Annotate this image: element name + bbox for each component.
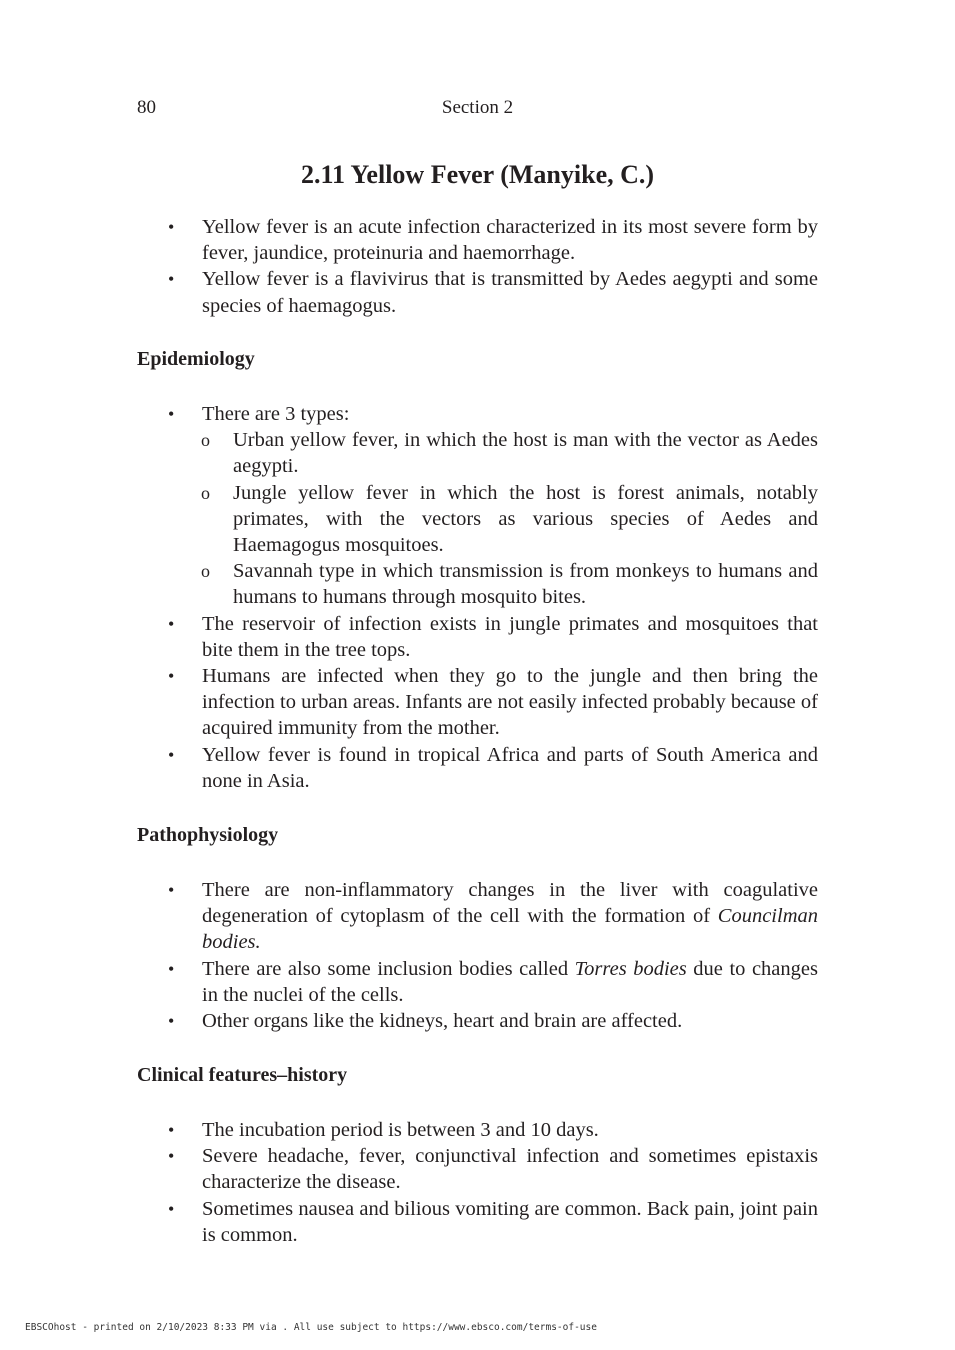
list-item: • Yellow fever is an acute infection characterized in its most severe form by fever, jaundice, proteinuria and haemorrhage. — [168, 216, 818, 265]
list-item: • Sometimes nausea and bilious vomiting are common. Back pain, joint pain is common. — [168, 1197, 818, 1246]
bullet-icon: • — [168, 666, 175, 687]
list-item: • The incubation period is between 3 and 10 days. — [137, 1117, 818, 1143]
pathophysiology-content — [137, 877, 818, 1034]
epidemiology-list — [137, 401, 818, 794]
footer-note: EBSCOhost - printed on 2/10/2023 8:33 PM via . All use subject to https://www.ebsco.com/terms-of-use — [25, 1322, 597, 1333]
italic-term: Torres bodies — [574, 957, 687, 980]
bullet-icon: • — [168, 880, 175, 900]
pathophysiology-list — [137, 877, 818, 1034]
sub-list-item: o Jungle yellow fever in which the host is forest animals, notably primates, with the vectors as various species of Aedes and Haemagogus mosquitoes. — [201, 481, 818, 557]
list-item: • There are 3 types: o Urban yellow fever, in which the host is man with the vector as Aedes aegypti. o Jungle yellow fever in which the host is forest animals, notably primates, with the vectors as various species of Aedes and Haemagogus mosquitoes. o Savannah type in which transmission is from monkeys to humans and humans to humans through mosquito bites. — [137, 401, 818, 611]
bullet-icon: • — [168, 1146, 175, 1167]
bullet-icon: • — [168, 958, 175, 979]
bullet-icon: • — [168, 269, 175, 290]
list-item: • There are non-inflammatory changes in the liver with coagulative degeneration of cytoplasm of the cell with the formation of Councilman bodies. — [168, 879, 818, 954]
intro-list — [137, 214, 818, 319]
bullet-icon: • — [168, 404, 175, 424]
list-item: • Yellow fever is found in tropical Africa and parts of South America and none in Asia. — [168, 743, 818, 792]
clinical-section — [137, 1064, 818, 1087]
epidemiology-section — [137, 348, 818, 371]
section-heading: Pathophysiology — [137, 824, 279, 846]
list-item: • Yellow fever is a flavivirus that is transmitted by Aedes aegypti and some species of haemagogus. — [168, 268, 818, 317]
section-heading: Epidemiology — [137, 348, 255, 370]
intro-section — [137, 214, 818, 319]
clinical-list — [137, 1117, 818, 1248]
list-item: • Severe headache, fever, conjunctival infection and sometimes epistaxis characterize the disease. — [168, 1145, 818, 1194]
list-item: • There are also some inclusion bodies called Torres bodies due to changes in the nuclei of the cells. — [168, 957, 818, 1006]
pathophysiology-section — [137, 824, 818, 847]
bullet-icon: • — [168, 1120, 175, 1140]
sub-bullet-icon: o — [201, 430, 210, 451]
chapter-title: 2.11 Yellow Fever (Manyike, C.) — [300, 160, 655, 189]
sub-bullet-icon: o — [201, 482, 210, 503]
running-head: Section 2 — [441, 97, 514, 118]
epidemiology-content — [137, 401, 818, 794]
section-heading: Clinical features–history — [137, 1064, 348, 1086]
italic-term: Councilman bodies. — [202, 905, 818, 954]
list-item: • Other organs like the kidneys, heart and brain are affected. — [137, 1008, 818, 1034]
clinical-content — [137, 1117, 818, 1248]
bullet-icon: • — [168, 613, 175, 634]
bullet-icon: • — [168, 1198, 175, 1219]
bullet-icon: • — [168, 1011, 175, 1032]
sub-list-item: o Urban yellow fever, in which the host is man with the vector as Aedes aegypti. — [201, 429, 818, 478]
sub-list-item: o Savannah type in which transmission is from monkeys to humans and humans to humans through mosquito bites. — [201, 560, 818, 609]
list-item: • Humans are infected when they go to the jungle and then bring the infection to urban areas. Infants are not easily infected probably because of acquired immunity from the mother. — [168, 665, 818, 740]
page-number: 80 — [137, 97, 156, 118]
bullet-icon: • — [168, 217, 175, 237]
list-item: • The reservoir of infection exists in jungle primates and mosquitoes that bite them in the tree tops. — [168, 612, 818, 661]
types-sublist — [202, 427, 818, 610]
bullet-icon: • — [168, 744, 175, 765]
sub-bullet-icon: o — [201, 561, 210, 582]
